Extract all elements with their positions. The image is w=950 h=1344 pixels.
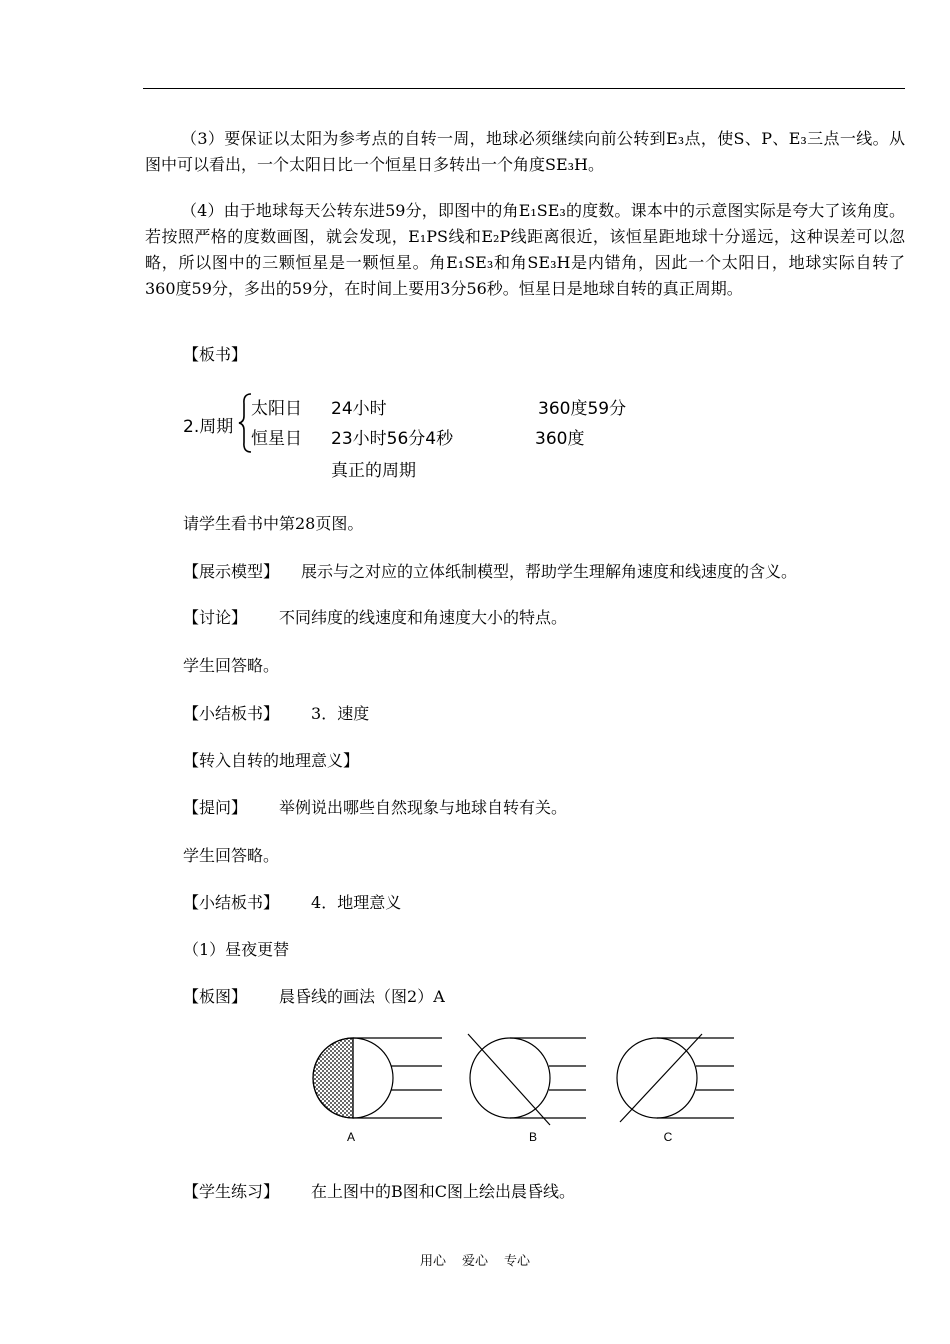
figure-c — [617, 1034, 734, 1122]
list-item: （1）昼夜更替 — [183, 940, 290, 959]
board-row1-angle: 360度59分 — [538, 399, 627, 419]
board-row2-angle: 360度 — [535, 429, 585, 449]
list-item: 【转入自转的地理意义】 — [183, 751, 360, 770]
list-item: 学生回答略。 — [183, 656, 280, 675]
board-note: 真正的周期 — [331, 461, 416, 481]
board-row1-time: 24小时 — [331, 399, 387, 419]
terminator-figure — [300, 1028, 750, 1148]
figure-label-c: C — [663, 1130, 673, 1144]
list-item: 【讨论】 不同纬度的线速度和角速度大小的特点。 — [183, 608, 568, 627]
paragraph-4: （4）由于地球每天公转东进59分，即图中的角E₁SE₃的度数。课本中的示意图实际是夸大了该角度。若按照严格的度数画图，就会发现，E₁PS线和E₂P线距离很近，该恒星距地球十分遥远，这种误差可以忽略，所以图中的三颗恒星是一颗恒星。角E₁SE₃和角SE₃H是内错角，因此一个太阳日，地球实际自转了360度59分，多出的59分，在时间上要用3分56秒。恒星日是地球自转的真正周期。 — [145, 201, 905, 298]
board-row2-name: 恒星日 — [251, 429, 302, 449]
list-item: 【板图】 晨昏线的画法（图2）A — [183, 987, 445, 1006]
figure-label-b: B — [528, 1130, 538, 1144]
figure-b — [468, 1034, 586, 1125]
list-item: 【小结板书】 3．速度 — [183, 704, 370, 723]
board-heading: 【板书】 — [183, 345, 248, 364]
list-item: 【提问】 举例说出哪些自然现象与地球自转有关。 — [183, 798, 568, 817]
figure-a — [313, 1038, 442, 1118]
list-item: 【小结板书】 4．地理意义 — [183, 893, 402, 912]
figure-label-a: A — [346, 1130, 356, 1144]
exercise-line: 【学生练习】 在上图中的B图和C图上绘出晨昏线。 — [183, 1182, 576, 1201]
board-prefix: 2.周期 — [183, 417, 234, 437]
list-item: 请学生看书中第28页图。 — [183, 514, 364, 533]
list-item: 学生回答略。 — [183, 846, 280, 865]
header-rule — [143, 88, 905, 89]
board-period-table — [183, 390, 683, 485]
board-row1-name: 太阳日 — [251, 399, 302, 419]
list-item: 【展示模型】 展示与之对应的立体纸制模型，帮助学生理解角速度和线速度的含义。 — [183, 562, 798, 581]
paragraph-3: （3）要保证以太阳为参考点的自转一周，地球必须继续向前公转到E₃点，使S、P、E₃三点一线。从图中可以看出，一个太阳日比一个恒星日多转出一个角度SE₃H。 — [145, 129, 905, 174]
page-footer: 用心 爱心 专心 — [419, 1254, 531, 1269]
board-row2-time: 23小时56分4秒 — [331, 429, 454, 449]
